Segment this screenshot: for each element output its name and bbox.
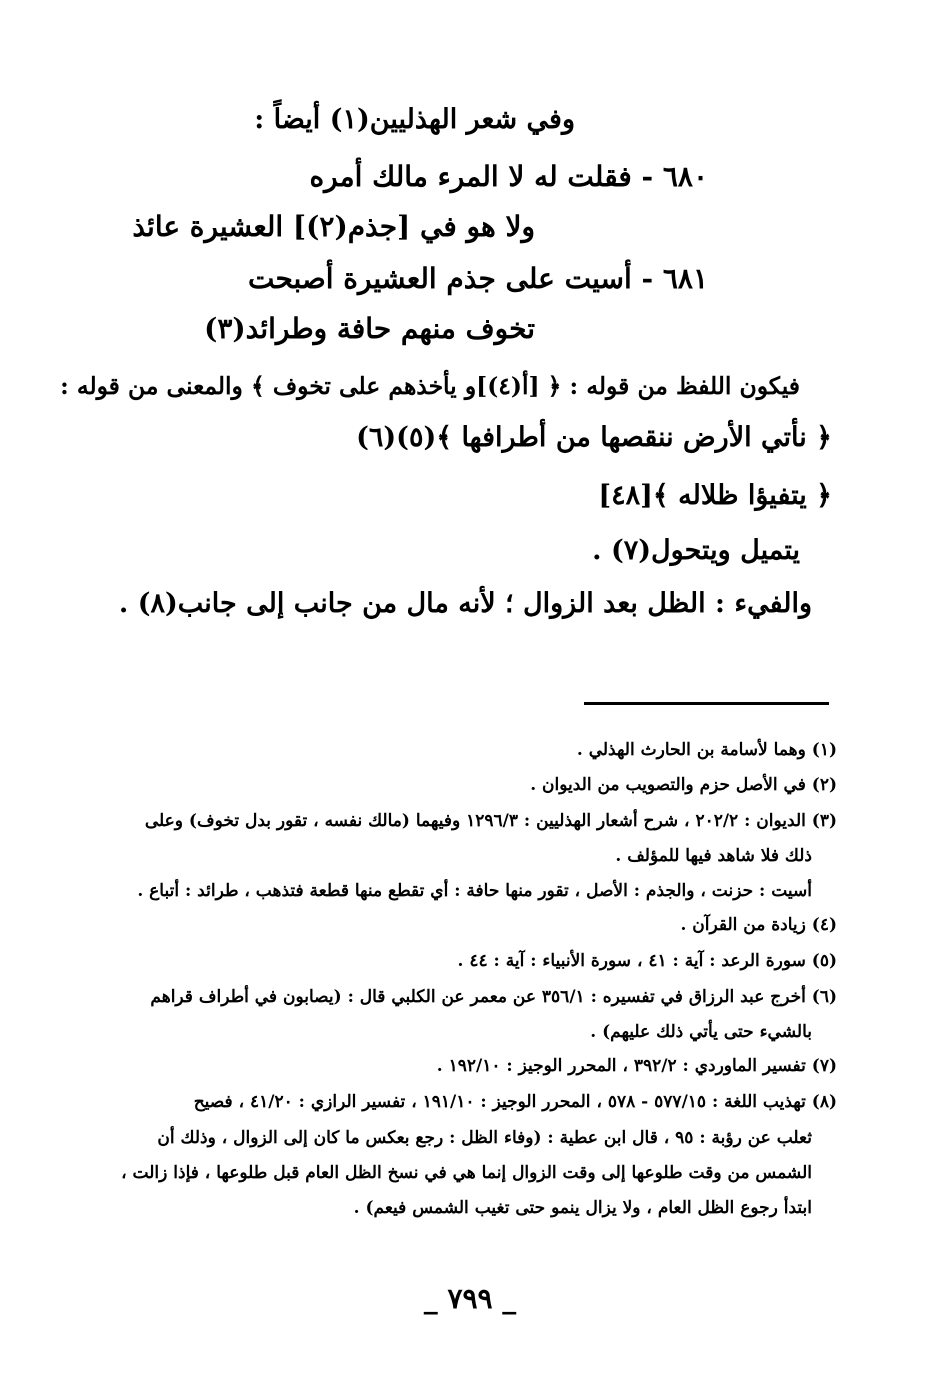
footnote-5: (٥) سورة الرعد : آية : ٤١ ، سورة الأنبياء : آية : ٤٤ .	[457, 951, 837, 971]
footnote-8-line-1: (٨) تهذيب اللغة : ٥٧٧/١٥ - ٥٧٨ ، المحرر الوجيز : ١٩١/١٠ ، تفسير الرازي : ٤١/٢٠ ، فصيح	[193, 1092, 837, 1112]
footnote-2: (٢) في الأصل حزم والتصويب من الديوان .	[530, 775, 837, 795]
intro-line: وفي شعر الهذليين(١) أيضاً :	[254, 104, 575, 135]
prose-line-3: والفيء : الظل بعد الزوال ؛ لأنه مال من جانب إلى جانب(٨) .	[118, 588, 812, 619]
footnote-3-line-3: أسيت : حزنت ، والجذم : الأصل ، تقور منها حافة : أي تقطع منها قطعة فتذهب ، طرائد : أتباع .	[137, 881, 812, 901]
footnote-8-line-3: الشمس من وقت طلوعها إلى وقت الزوال إنما هي في نسخ الظل العام قبل طلوعها ، فإذا زالت ،	[121, 1163, 812, 1183]
footnote-separator	[584, 702, 829, 705]
footnote-6-line-2: بالشيء حتى يأتي ذلك عليهم) .	[590, 1022, 812, 1042]
footnote-6-line-1: (٦) أخرج عبد الرزاق في تفسيره : ٣٥٦/١ عن معمر عن الكلبي قال : (يصابون في أطراف قراهم	[150, 987, 837, 1007]
prose-line-1: فيكون اللفظ من قوله : ﴿ [أ(٤)]و يأخذهم على تخوف ﴾ والمعنى من قوله :	[60, 372, 800, 400]
verse-681-first-hemistich: ٦٨١ - أسيت على جذم العشيرة أصبحت	[247, 262, 708, 295]
footnote-4: (٤) زيادة من القرآن .	[680, 915, 837, 935]
verse-681-second-hemistich: تخوف منهم حافة وطرائد(٣)	[204, 312, 535, 345]
footnote-1: (١) وهما لأسامة بن الحارث الهذلي .	[576, 740, 837, 760]
footnote-3-line-2: ذلك فلا شاهد فيها للمؤلف .	[615, 846, 812, 866]
footnote-7: (٧) تفسير الماوردي : ٣٩٢/٢ ، المحرر الوجيز : ١٩٢/١٠ .	[436, 1056, 837, 1076]
quran-verse-2: ﴿ يتفيؤا ظلاله ﴾[٤٨]	[598, 480, 832, 511]
verse-680-second-hemistich: ولا هو في [جذم(٢)] العشيرة عائذ	[132, 210, 535, 243]
prose-line-2: يتميل ويتحول(٧) .	[592, 535, 800, 566]
verse-680-first-hemistich: ٦٨٠ - فقلت له لا المرء مالك أمره	[309, 160, 708, 193]
footnote-8-line-4: ابتدأ رجوع الظل العام ، ولا يزال ينمو حتى تغيب الشمس فيعم) .	[353, 1198, 812, 1218]
footnote-8-line-2: ثعلب عن رؤبة : ٩٥ ، قال ابن عطية : (وفاء الظل : رجع بعكس ما كان إلى الزوال ، وذلك أن	[157, 1128, 812, 1148]
quran-verse-1: ﴿ نأتي الأرض ننقصها من أطرافها ﴾(٥)(٦)	[356, 422, 832, 453]
page-number: _ ٧٩٩ _	[423, 1282, 517, 1315]
footnote-3-line-1: (٣) الديوان : ٢٠٢/٢ ، شرح أشعار الهذليين : ١٢٩٦/٣ وفيهما (مالك نفسه ، تقور بدل تخوف) وعلى	[144, 811, 837, 831]
